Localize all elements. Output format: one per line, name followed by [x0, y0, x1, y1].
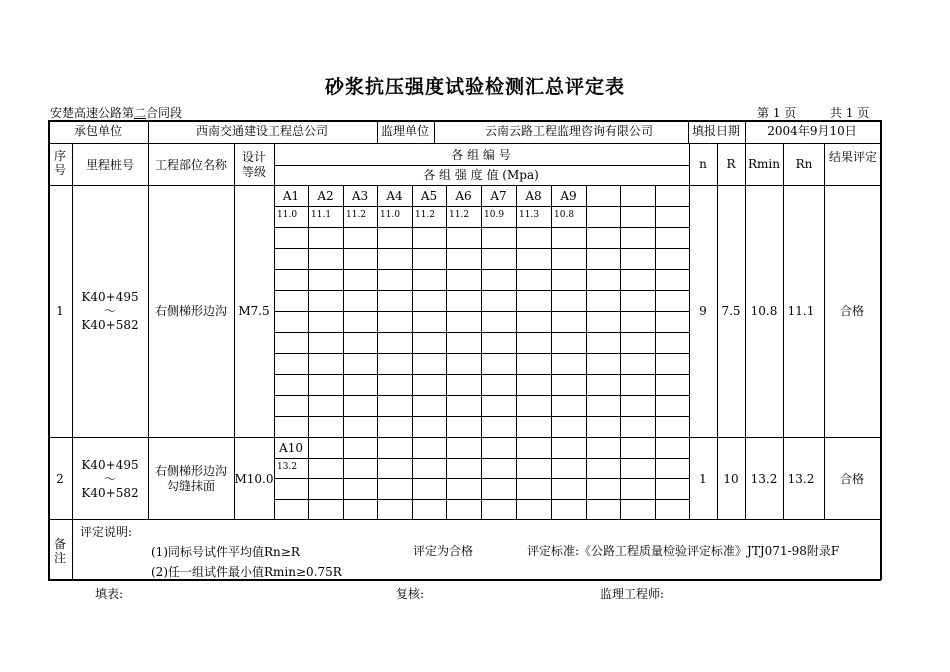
group-value: 10.9 [484, 210, 505, 220]
group-code: A8 [525, 189, 542, 203]
group-value: 11.2 [346, 210, 367, 220]
row1-mileage-end: K40+582 [81, 318, 139, 332]
grid-line-v [689, 143, 690, 519]
contractor-value: 西南交通建设工程总公司 [195, 124, 329, 138]
grid-line-v [620, 185, 621, 519]
remarks-item-2: (2)任一组试件最小值Rmin≥0.75R [151, 565, 342, 579]
group-value: 11.0 [380, 210, 401, 220]
grid-line-h [48, 143, 881, 144]
project-section-line [50, 104, 182, 121]
grid-line-v [551, 185, 552, 519]
group-value: 10.8 [554, 210, 575, 220]
grid-line-v [412, 185, 413, 519]
grid-line-v [481, 185, 482, 519]
grid-line-h [48, 437, 881, 438]
grid-line-v [688, 120, 689, 143]
remarks-label: 备注 [54, 537, 67, 565]
grid-line-v [48, 120, 50, 580]
group-value: 11.2 [449, 210, 470, 220]
group-code: A10 [279, 441, 303, 455]
grid-line-v [745, 120, 746, 143]
supervisor-label: 监理单位 [380, 124, 430, 138]
group-code: A1 [282, 189, 300, 203]
row1-rn: 11.1 [787, 304, 815, 318]
col-group-strength-header: 各 组 强 度 值 (Mpa) [423, 168, 539, 182]
group-code: A7 [490, 189, 507, 203]
row2-n: 1 [699, 472, 707, 486]
remarks-item-1: (1)同标号试件平均值Rn≥R [151, 545, 300, 559]
grid-line-v [824, 143, 825, 519]
contractor-label: 承包单位 [73, 124, 123, 138]
row1-part: 右侧梯形边沟 [154, 304, 228, 318]
group-value: 11.0 [277, 210, 298, 220]
group-code: A5 [420, 189, 438, 203]
grid-line-v [234, 143, 235, 519]
grid-line-v [377, 120, 378, 143]
remarks-heading: 评定说明: [80, 525, 133, 539]
group-code: A2 [317, 189, 334, 203]
row2-part-line2: 勾缝抹面 [166, 479, 216, 493]
project-prefix: 安楚高速公路第 [50, 106, 135, 120]
project-section: 二 [134, 106, 147, 120]
col-part-header: 工程部位名称 [154, 158, 228, 172]
group-code: A3 [351, 189, 369, 203]
col-grade-header: 设计等级 [241, 150, 266, 179]
page-total: 共 1 页 [830, 106, 870, 120]
row2-rmin: 13.2 [750, 472, 778, 486]
row2-seq: 2 [56, 472, 64, 486]
grid-line-v [745, 143, 746, 519]
group-code: A4 [386, 189, 403, 203]
grid-line-v [308, 185, 309, 519]
supervisor-value: 云南云路工程监理咨询有限公司 [484, 124, 654, 138]
filler-label: 填表: [95, 587, 124, 601]
row2-grade: M10.0 [234, 472, 274, 486]
row2-rn: 13.2 [787, 472, 815, 486]
grid-line-v [586, 185, 587, 519]
grid-line-v [343, 185, 344, 519]
grid-line-v [434, 120, 435, 143]
row2-mileage-end: K40+582 [81, 486, 139, 500]
col-mileage-header: 里程桩号 [85, 158, 135, 172]
row2-result: 合格 [839, 472, 865, 486]
col-rn-header: Rn [795, 157, 813, 171]
grid-line-v [148, 120, 149, 143]
grid-line-h [48, 579, 881, 581]
row1-tilde: ～ [103, 304, 117, 318]
row1-grade: M7.5 [238, 304, 270, 318]
project-suffix: 合同段 [146, 106, 183, 120]
grid-line-h [48, 120, 881, 122]
date-value: 2004年9月10日 [767, 124, 857, 138]
row2-mileage-start: K40+495 [81, 458, 139, 472]
grid-line-v [880, 120, 882, 580]
page-number: 第 1 页 [757, 106, 797, 120]
group-value: 11.2 [415, 210, 436, 220]
remarks-conclusion: 评定为合格 [413, 544, 474, 558]
grid-line-v [655, 185, 656, 519]
row2-tilde: ～ [103, 472, 117, 486]
col-r-header: R [726, 157, 736, 171]
row1-r: 7.5 [721, 304, 741, 318]
remarks-standard: 评定标准:《公路工程质量检验评定标准》JTJ071-98附录F [527, 544, 840, 558]
row2-part-line1: 右侧梯形边沟 [154, 464, 228, 478]
group-value: 11.3 [519, 210, 540, 220]
grid-line-h [48, 185, 881, 186]
grid-line-v [783, 143, 784, 519]
grid-line-v [717, 143, 718, 519]
col-seq-header: 序号 [54, 149, 67, 177]
date-label: 填报日期 [691, 124, 741, 138]
group-code: A6 [455, 189, 472, 203]
group-code: A9 [560, 189, 577, 203]
engineer-label: 监理工程师: [600, 587, 665, 601]
grid-line-v [72, 519, 73, 580]
row2-r: 10 [723, 472, 739, 486]
col-rmin-header: Rmin [748, 157, 780, 171]
group-value: 13.2 [277, 462, 298, 472]
row1-n: 9 [699, 304, 707, 318]
grid-line-v [274, 143, 275, 519]
grid-line-v [446, 185, 447, 519]
reviewer-label: 复核: [396, 587, 425, 601]
grid-line-h [48, 519, 881, 520]
col-n-header: n [699, 157, 707, 171]
row1-rmin: 10.8 [750, 304, 778, 318]
grid-line-v [148, 143, 149, 519]
grid-line-v [516, 185, 517, 519]
row1-result: 合格 [839, 304, 865, 318]
page-title: 砂浆抗压强度试验检测汇总评定表 [324, 76, 625, 98]
row1-seq: 1 [56, 304, 64, 318]
col-group-no-header: 各 组 编 号 [451, 148, 511, 162]
grid-line-v [72, 143, 73, 519]
group-value: 11.1 [311, 210, 332, 220]
row1-mileage-start: K40+495 [81, 290, 139, 304]
grid-line-h [274, 165, 689, 166]
grid-line-v [377, 185, 378, 519]
col-result-header: 结果评定 [828, 150, 877, 164]
